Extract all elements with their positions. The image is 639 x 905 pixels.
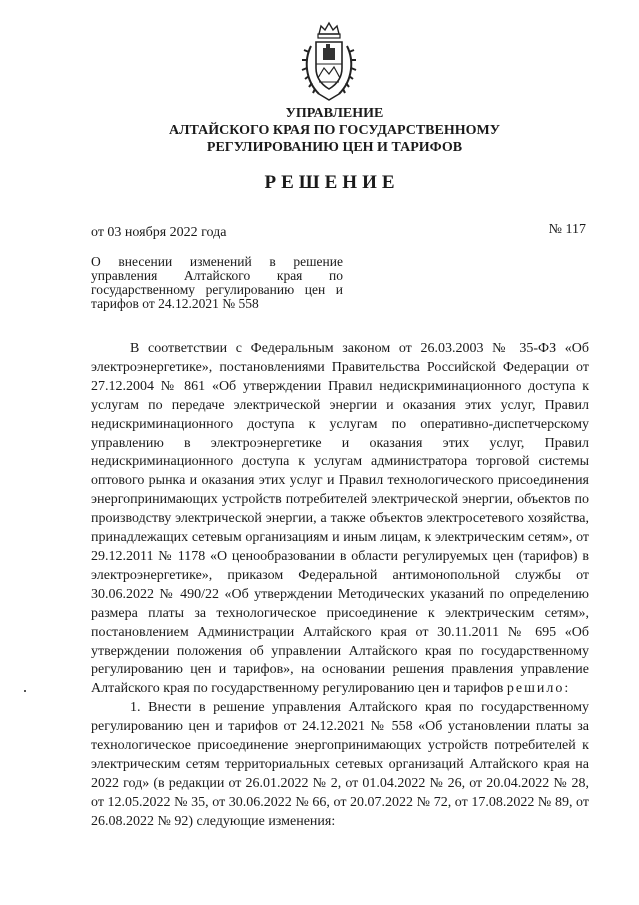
- header-line-3: РЕГУЛИРОВАНИЮ ЦЕН И ТАРИФОВ: [206, 140, 463, 155]
- document-number: № 117: [548, 222, 586, 237]
- scan-speck: [24, 690, 26, 692]
- document-title: РЕШЕНИЕ: [264, 172, 400, 193]
- body-paragraph-1: [91, 340, 589, 699]
- body-paragraph-1-main: В соответствии с Федеральным законом от 26.03.2003 № 35-ФЗ «Об электроэнергетике», постановлениями Правительства Российской Федерации от 27.12.2004 № 861 «Об утверждении Правил недискриминационного доступа к услугам по передаче электрической энергии и оказания этих услуг, Правил недискриминационного доступа к услугам по оперативно-диспетчерскому управлению в электроэнергетике и оказания этих услуг, Правил недискриминационного доступа к услугам администратора торговой системы оптового рынка и оказания этих услуг и Правил технологического присоединения энергопринимающих устройств потребителей электрической энергии, объектов по производству электрической энергии, а также объектов электросетевого хозяйства, принадлежащих сетевым организациям и иным лицам, к электрическим сетям», от 29.12.2011 № 1178 «О ценообразовании в области регулируемых цен (тарифов) в электроэнергетике», приказом Федеральной антимонопольной службы от 30.06.2022 № 490/22 «Об утверждении Методических указаний по определению размера платы за технологическое присоединение к электрическим сетям», постановлением Администрации Алтайского края от 30.11.2011 № 695 «Об утверждении положения об управлении Алтайского края по государственному регулированию цен и тарифов», на основании решения правления управление Алтайского края по государственному регулированию цен и тарифов: [91, 341, 589, 697]
- document-body: [91, 340, 589, 832]
- body-paragraph-2: 1. Внести в решение управления Алтайского края по государственному регулированию цен и тарифов от 24.12.2021 № 558 «Об установлении платы за технологическое присоединение энергопринимающих устройств потребителей к электрическим сетям территориальных сетевых организаций Алтайского края на 2022 год» (в редакции от 26.01.2022 № 2, от 01.04.2022 № 26, от 20.04.2022 № 28, от 12.05.2022 № 35, от 30.06.2022 № 66, от 20.07.2022 № 72, от 17.08.2022 № 89, от 26.08.2022 № 92) следующие изменения:: [91, 700, 589, 829]
- document-date: от 03 ноября 2022 года: [91, 225, 227, 240]
- decision-keyword: решило:: [506, 681, 571, 697]
- altai-coat-of-arms-icon: [301, 20, 357, 104]
- document-subject: О внесении изменений в решение управления Алтайского края по государственному регулированию цен и тарифов от 24.12.2021 № 558: [91, 254, 343, 311]
- issuing-authority-header: [0, 105, 639, 156]
- header-line-1: УПРАВЛЕНИЕ: [285, 106, 384, 121]
- header-line-2: АЛТАЙСКОГО КРАЯ ПО ГОСУДАРСТВЕННОМУ: [169, 123, 500, 138]
